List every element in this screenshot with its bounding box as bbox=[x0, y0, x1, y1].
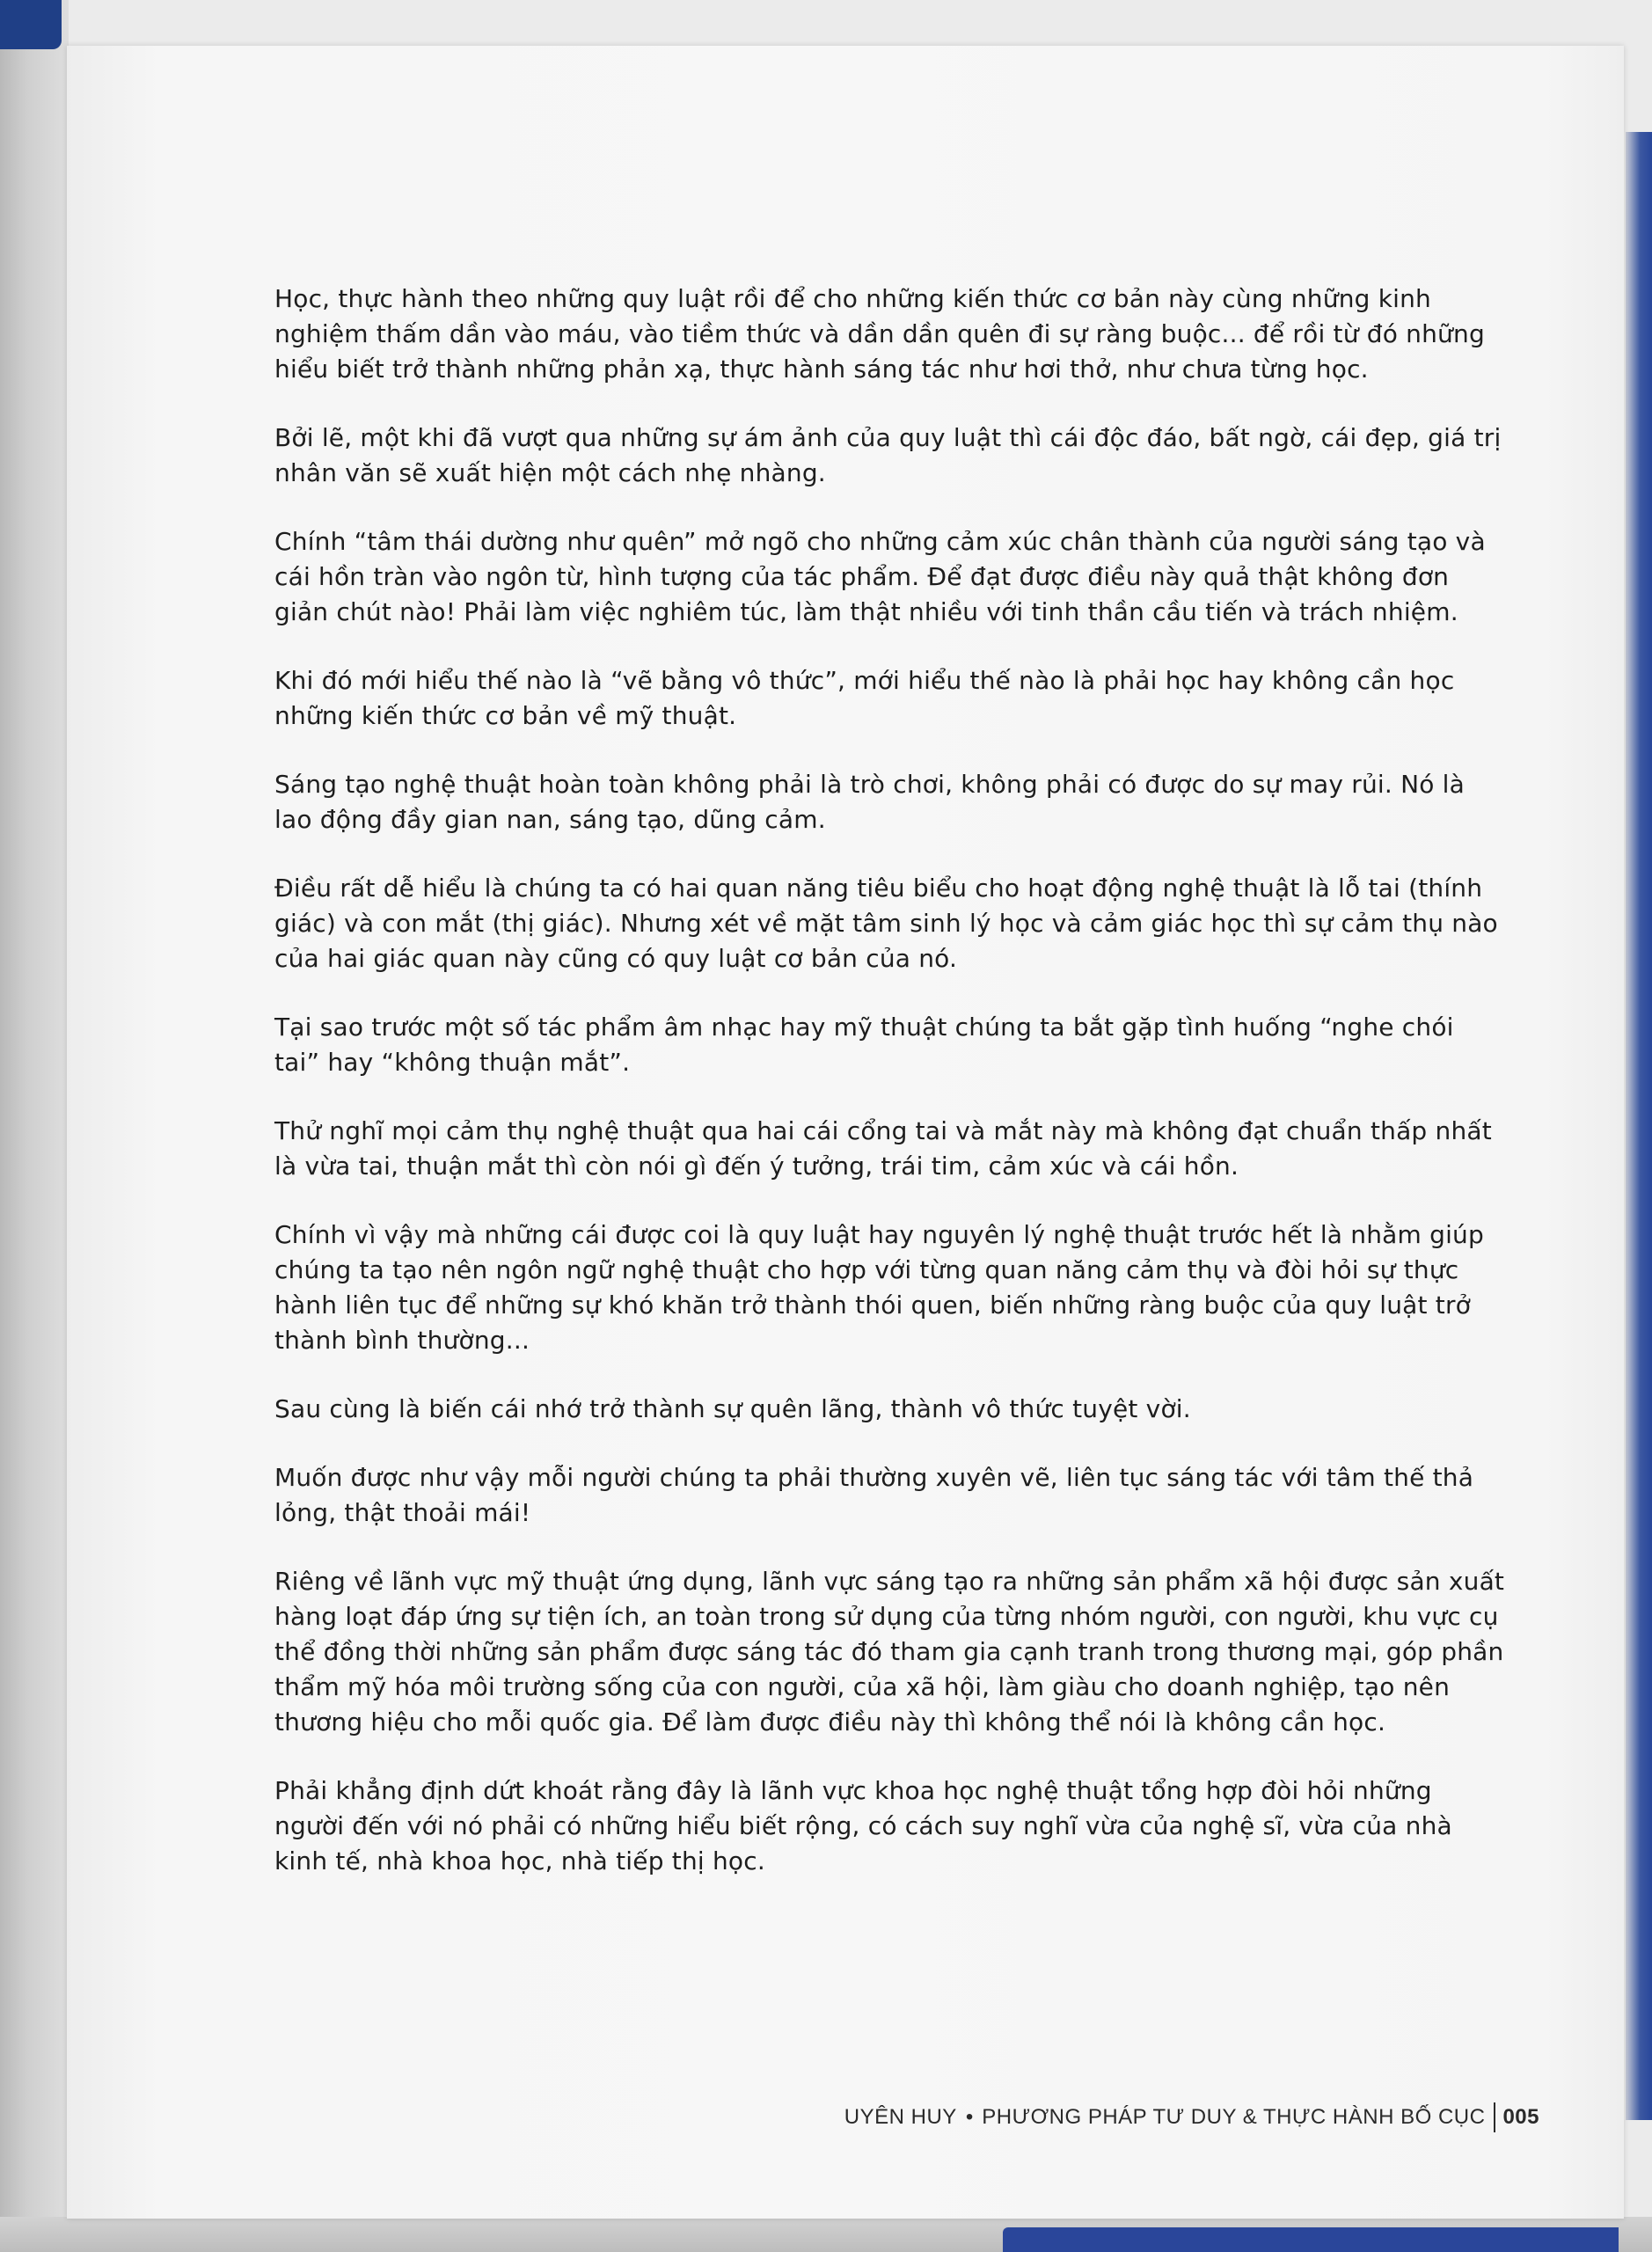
paragraph: Muốn được như vậy mỗi người chúng ta phải thường xuyên vẽ, liên tục sáng tác với tâm thế thả lỏng, thật thoải mái! bbox=[274, 1463, 1474, 1527]
paragraph: Bởi lẽ, một khi đã vượt qua những sự ám ảnh của quy luật thì cái độc đáo, bất ngờ, cái đẹp, giá trị nhân văn sẽ xuất hiện một cách nhẹ nhàng. bbox=[274, 423, 1502, 487]
book-cover-bottom-edge bbox=[1003, 2227, 1619, 2252]
running-footer bbox=[844, 2102, 1539, 2132]
paragraph: Học, thực hành theo những quy luật rồi để cho những kiến thức cơ bản này cùng những kinh nghiệm thấm dần vào máu, vào tiềm thức và dần dần quên đi sự ràng buộc... để rồi từ đó những hiểu biết trở thành những phản xạ, thực hành sáng tác như hơi thở, như chưa từng học. bbox=[274, 284, 1485, 384]
paragraph: Chính “tâm thái dường như quên” mở ngõ cho những cảm xúc chân thành của người sáng tạo và cái hồn tràn vào ngôn từ, hình tượng của tác phẩm. Để đạt được điều này quả thật không đơn giản chút nào! Phải làm việc nghiêm túc, làm thật nhiều với tinh thần cầu tiến và trách nhiệm. bbox=[274, 527, 1486, 626]
left-page-edge bbox=[0, 0, 69, 2252]
body-text bbox=[274, 282, 1506, 1912]
book-page bbox=[67, 46, 1624, 2219]
page-number: 005 bbox=[1502, 2105, 1539, 2129]
paragraph: Thử nghĩ mọi cảm thụ nghệ thuật qua hai cái cổng tai và mắt này mà không đạt chuẩn thấp nhất là vừa tai, thuận mắt thì còn nói gì đến ý tưởng, trái tim, cảm xúc và cái hồn. bbox=[274, 1116, 1492, 1181]
footer-separator: • bbox=[965, 2105, 974, 2129]
paragraph: Riêng về lãnh vực mỹ thuật ứng dụng, lãnh vực sáng tạo ra những sản phẩm xã hội được sản xuất hàng loạt đáp ứng sự tiện ích, an toàn trong sử dụng của từng nhóm người, con người, khu vực cụ thể đồng thời những sản phẩm được sáng tác đó tham gia cạnh tranh trong thương mại, góp phần thẩm mỹ hóa môi trường sống của con người, của xã hội, làm giàu cho doanh nghiệp, tạo nên thương hiệu cho mỗi quốc gia. Để làm được điều này thì không thể nói là không cần học. bbox=[274, 1567, 1505, 1737]
footer-divider bbox=[1494, 2102, 1495, 2132]
paragraph: Chính vì vậy mà những cái được coi là quy luật hay nguyên lý nghệ thuật trước hết là nhằm giúp chúng ta tạo nên ngôn ngữ nghệ thuật cho hợp với từng quan năng cảm thụ và đòi hỏi sự thực hành liên tục để những sự khó khăn trở thành thói quen, biến những ràng buộc của quy luật trở thành bình thường... bbox=[274, 1220, 1484, 1355]
footer-book-title: PHƯƠNG PHÁP TƯ DUY & THỰC HÀNH BỐ CỤC bbox=[982, 2105, 1486, 2129]
paragraph: Sáng tạo nghệ thuật hoàn toàn không phải là trò chơi, không phải có được do sự may rủi. Nó là lao động đầy gian nan, sáng tạo, dũng cảm. bbox=[274, 770, 1466, 834]
paragraph: Khi đó mới hiểu thế nào là “vẽ bằng vô thức”, mới hiểu thế nào là phải học hay không cần học những kiến thức cơ bản về mỹ thuật. bbox=[274, 666, 1455, 730]
paragraph: Sau cùng là biến cái nhớ trở thành sự quên lãng, thành vô thức tuyệt vời. bbox=[274, 1394, 1191, 1423]
paragraph: Tại sao trước một số tác phẩm âm nhạc hay mỹ thuật chúng ta bắt gặp tình huống “nghe chói tai” hay “không thuận mắt”. bbox=[274, 1013, 1454, 1077]
footer-author: UYÊN HUY bbox=[844, 2105, 957, 2129]
paragraph: Điều rất dễ hiểu là chúng ta có hai quan năng tiêu biểu cho hoạt động nghệ thuật là lỗ tai (thính giác) và con mắt (thị giác). Nhưng xét về mặt tâm sinh lý học và cảm giác học thì sự cảm thụ nào của hai giác quan này cũng có quy luật cơ bản của nó. bbox=[274, 874, 1498, 973]
paragraph: Phải khẳng định dứt khoát rằng đây là lãnh vực khoa học nghệ thuật tổng hợp đòi hỏi những người đến với nó phải có những hiểu biết rộng, có cách suy nghĩ vừa của nghệ sĩ, vừa của nhà kinh tế, nhà khoa học, nhà tiếp thị học. bbox=[274, 1776, 1452, 1875]
book-cover-right-edge bbox=[1626, 132, 1652, 2120]
book-cover-corner bbox=[0, 0, 62, 49]
